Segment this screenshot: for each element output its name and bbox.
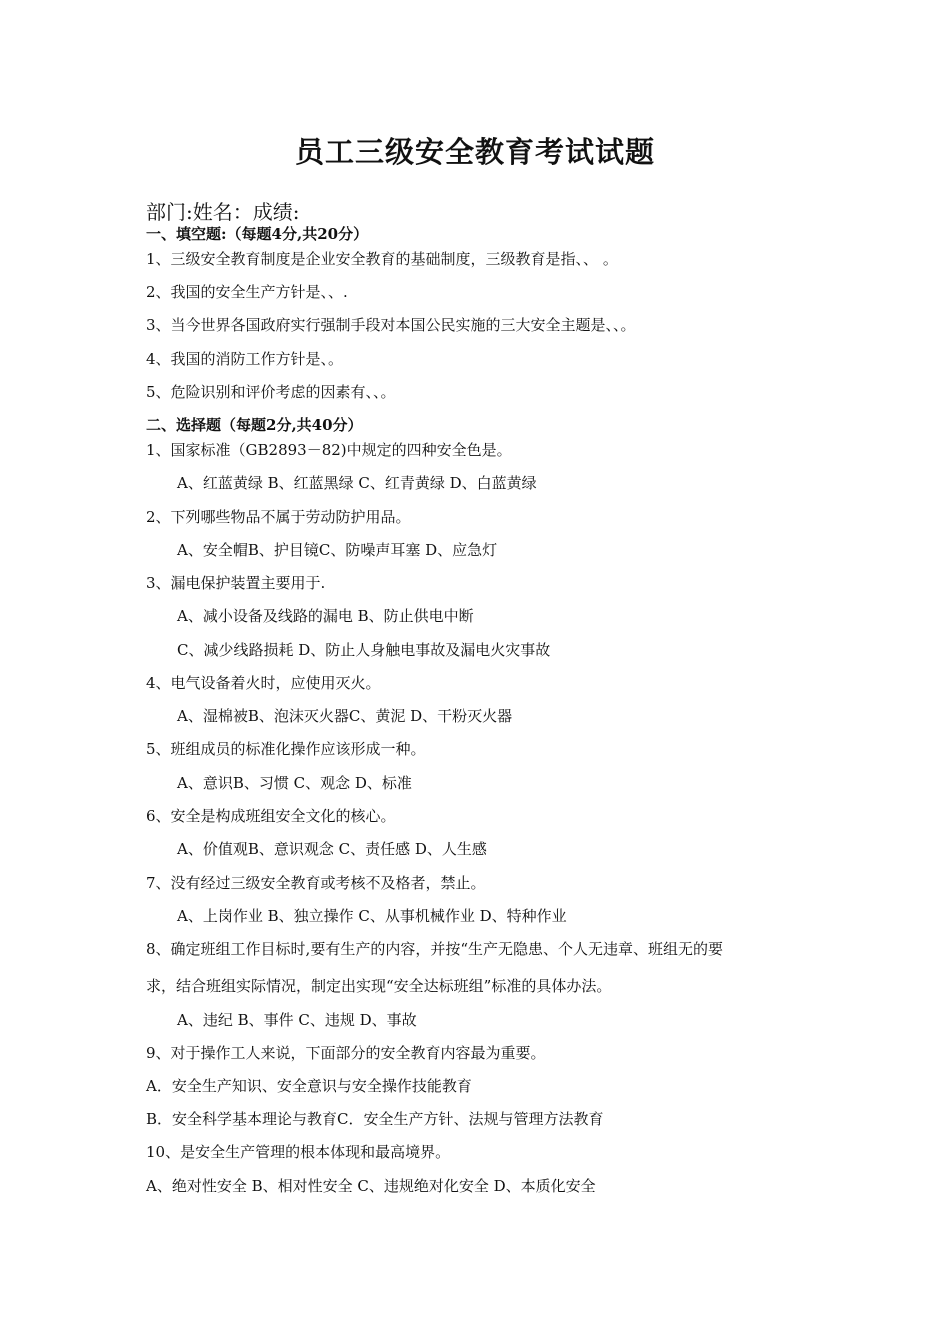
choice-question-2: 2、下列哪些物品不属于劳动防护用品。 — [146, 508, 411, 526]
choice-question-6: 6、安全是构成班组安全文化的核心。 — [146, 807, 396, 825]
choice-options-3a: A、减小设备及线路的漏电 B、防止供电中断 — [177, 607, 474, 625]
choice-question-10: 10、是安全生产管理的根本体现和最高境界。 — [146, 1143, 451, 1161]
choice-options-9b: B．安全科学基本理论与教育C．安全生产方针、法规与管理方法教育 — [146, 1110, 604, 1128]
choice-options-8: A、违纪 B、事件 C、违规 D、事故 — [177, 1011, 417, 1029]
fill-question-2: 2、我国的安全生产方针是、、. — [146, 283, 348, 301]
choice-question-8b: 求，结合班组实际情况，制定出实现“安全达标班组”标准的具体办法。 — [146, 977, 612, 995]
fill-question-1: 1、三级安全教育制度是企业安全教育的基础制度，三级教育是指、、 。 — [146, 250, 618, 268]
choice-options-6: A、价值观B、意识观念 C、责任感 D、人生感 — [177, 840, 487, 858]
choice-options-7: A、上岗作业 B、独立操作 C、从事机械作业 D、特种作业 — [177, 907, 567, 925]
choice-options-4: A、湿棉被B、泡沫灭火器C、黄泥 D、干粉灭火器 — [177, 707, 513, 725]
choice-options-9a: A．安全生产知识、安全意识与安全操作技能教育 — [146, 1077, 472, 1095]
choice-question-4: 4、电气设备着火时，应使用灭火。 — [146, 674, 381, 692]
fill-question-3: 3、当今世界各国政府实行强制手段对本国公民实施的三大安全主题是、、。 — [146, 316, 636, 334]
choice-question-7: 7、没有经过三级安全教育或考核不及格者，禁止。 — [146, 874, 486, 892]
choice-question-9: 9、对于操作工人来说，下面部分的安全教育内容最为重要。 — [146, 1044, 546, 1062]
page-title: 员工三级安全教育考试试题 — [294, 135, 655, 169]
choice-question-8a: 8、确定班组工作目标时,要有生产的内容，并按“生产无隐患、个人无违章、班组无的要 — [146, 940, 723, 958]
choice-question-1: 1、国家标准（GB2893－82)中规定的四种安全色是。 — [146, 441, 512, 459]
fill-question-4: 4、我国的消防工作方针是、。 — [146, 350, 344, 368]
fill-question-5: 5、危险识别和评价考虑的因素有、、。 — [146, 383, 396, 401]
choice-options-5: A、意识B、习惯 C、观念 D、标准 — [177, 774, 412, 792]
section-heading-fill-in: 一、填空题:（每题4分,共20分） — [146, 225, 369, 243]
choice-options-1: A、红蓝黄绿 B、红蓝黑绿 C、红青黄绿 D、白蓝黄绿 — [177, 474, 537, 492]
choice-question-5: 5、班组成员的标准化操作应该形成一种。 — [146, 740, 426, 758]
section-heading-choice: 二、选择题（每题2分,共40分） — [146, 416, 363, 434]
header-info-line: 部门:姓名：成绩: — [146, 200, 300, 224]
choice-options-2: A、安全帽B、护目镜C、防噪声耳塞 D、应急灯 — [177, 541, 498, 559]
choice-options-10: A、绝对性安全 B、相对性安全 C、违规绝对化安全 D、本质化安全 — [146, 1177, 596, 1195]
choice-options-3b: C、减少线路损耗 D、防止人身触电事故及漏电火灾事故 — [177, 641, 551, 659]
choice-question-3: 3、漏电保护装置主要用于. — [146, 574, 326, 592]
